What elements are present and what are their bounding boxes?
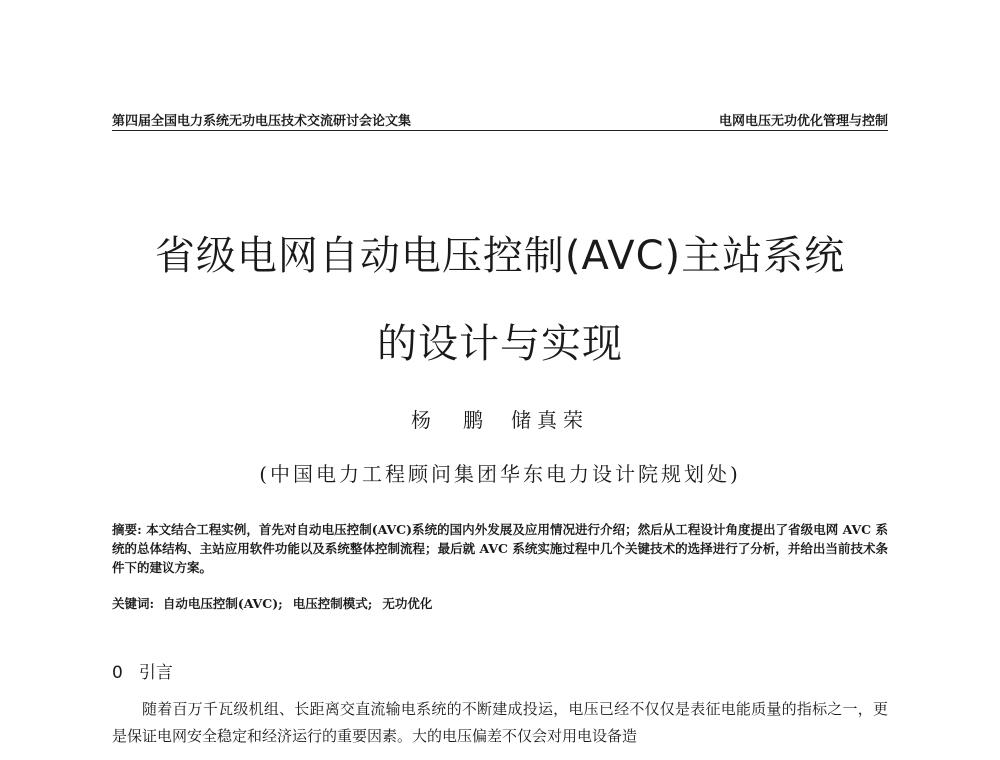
keyword-1: 自动电压控制(AVC);: [162, 596, 283, 611]
paper-title-line-1: 省级电网自动电压控制(AVC)主站系统: [154, 233, 846, 279]
body-paragraph: 随着百万千瓦级机组、长距离交直流输电系统的不断建成投运，电压已经不仅仅是表征电能质量的指标之一，更是保证电网安全稳定和经济运行的重要因素。大的电压偏差不仅会对用电设备造: [112, 700, 888, 745]
keywords: 关键词: 自动电压控制(AVC); 电压控制模式; 无功优化: [112, 596, 433, 611]
author-list: [0, 404, 1000, 433]
author-1: 杨 鹏: [411, 408, 489, 432]
keyword-3: 无功优化: [382, 596, 433, 611]
running-header: [112, 108, 888, 131]
section-heading: [112, 658, 173, 683]
keyword-2: 电压控制模式;: [292, 596, 373, 611]
section-title: 引言: [138, 663, 173, 683]
section-number: 0: [112, 663, 123, 683]
header-proceedings-title: 第四届全国电力系统无功电压技术交流研讨会论文集: [112, 114, 412, 129]
keywords-label: 关键词: [112, 596, 150, 611]
paper-title-line-2: 的设计与实现: [377, 321, 623, 367]
abstract-text: : 本文结合工程实例，首先对自动电压控制(AVC)系统的国内外发展及应用情况进行介绍；然后从工程设计角度提出了省级电网 AVC 系统的总体结构、主站应用软件功能以及系统整体控制流程；最后就 AVC 系统实施过程中几个关键技术的选择进行了分析，并给出当前技术条件下的建议方案。: [112, 522, 888, 575]
abstract: [112, 520, 888, 577]
abstract-label: 摘要: [112, 522, 138, 537]
author-affiliation: (中国电力工程顾问集团华东电力设计院规划处): [259, 462, 741, 486]
author-2: 储真荣: [511, 408, 589, 432]
header-section-title: 电网电压无功优化管理与控制: [718, 114, 888, 129]
